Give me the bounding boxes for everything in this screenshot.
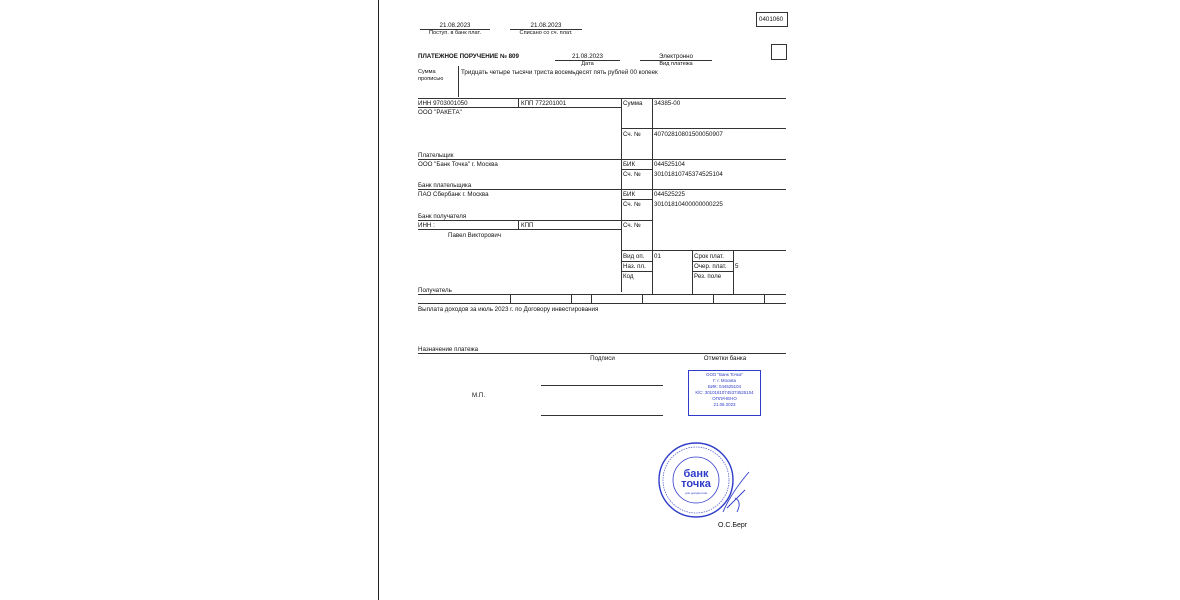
payer-bik: 044525104 — [654, 161, 685, 168]
grid-line — [622, 199, 652, 200]
grid-line — [692, 250, 693, 294]
payee-bik: 044525225 — [654, 191, 685, 198]
grid-line — [418, 98, 786, 99]
payment-type-label: Вид платежа — [659, 61, 693, 67]
signature-line-1 — [541, 385, 663, 386]
payer-account-label: Сч. № — [623, 131, 641, 138]
payee-bik-label: БИК — [623, 191, 636, 198]
grid-line — [622, 250, 786, 251]
vid-op-label: Вид оп. — [623, 253, 645, 260]
amount-words-label-2: прописью — [418, 76, 444, 82]
stamp-line-6: 21.08.2023 — [713, 402, 736, 407]
grid-line — [418, 189, 786, 190]
stamp-line-2: Г. г. Москва — [713, 378, 736, 383]
stamp-line-1: ООО "Банк Точка" — [706, 372, 743, 377]
payee-corr: 30101810400000000225 — [654, 201, 723, 208]
amount-words-text: Тридцать четыре тысячи триста восемьдесят пять рублей 00 копеек — [461, 69, 658, 76]
grid-line — [692, 261, 733, 262]
order-date-label: Дата — [581, 61, 594, 67]
naz-pl-label: Наз. пл. — [623, 263, 646, 270]
grid-line — [518, 220, 519, 229]
seal-text-1: банк — [683, 468, 709, 480]
grid-line — [571, 294, 572, 303]
bank-paid-stamp — [688, 370, 761, 416]
sum-label: Сумма — [623, 100, 643, 107]
stamp-line-5: ОПЛАЧЕНО — [712, 396, 737, 401]
payee-account-label: Сч. № — [623, 222, 641, 229]
mp-label: М.П. — [472, 392, 486, 399]
grid-line — [622, 169, 652, 170]
payer-kpp: КПП 772201001 — [521, 100, 567, 107]
ocher-value: 5 — [735, 263, 739, 270]
grid-line — [418, 220, 652, 221]
payee-kpp: КПП — [521, 222, 534, 229]
empty-code-box — [771, 44, 787, 60]
grid-line — [418, 229, 622, 230]
amount-words-label-1: Сумма — [418, 69, 436, 75]
grid-line — [733, 250, 734, 294]
grid-line — [713, 294, 714, 303]
grid-line — [642, 294, 643, 303]
grid-line — [418, 294, 786, 295]
handwritten-signature — [715, 468, 755, 518]
sum-value: 34385-00 — [654, 100, 681, 107]
payer-label: Плательщик — [418, 152, 454, 159]
grid-line — [692, 271, 733, 272]
payer-corr-label: Сч. № — [623, 171, 641, 178]
grid-line — [622, 261, 652, 262]
payer-account: 40702810801500050907 — [654, 131, 723, 138]
purpose-label: Назначение платежа — [418, 346, 479, 353]
kod-label: Код — [623, 273, 634, 280]
date-received: 21.08.2023 — [439, 22, 471, 29]
payee-label: Получатель — [418, 287, 452, 294]
grid-line — [418, 159, 786, 160]
grid-line — [518, 98, 519, 107]
grid-line — [622, 271, 652, 272]
stamp-line-3: БИК: 044525104 — [707, 384, 741, 389]
payer-bank-label: Банк плательщика — [418, 182, 472, 189]
page-edge-divider — [378, 0, 379, 600]
grid-line — [622, 128, 786, 129]
payee-inn: ИНН : — [418, 222, 435, 229]
seal-text-3: для документов — [684, 491, 708, 495]
payer-bank-name: ООО "Банк Точка" г. Москва — [418, 161, 498, 168]
purpose-line — [418, 353, 786, 354]
grid-line — [418, 303, 786, 304]
payee-corr-label: Сч. № — [623, 201, 641, 208]
payer-inn: ИНН 9703001050 — [418, 100, 468, 107]
payee-bank-name: ПАО Сбербанк г. Москва — [418, 191, 489, 198]
payee-bank-label: Банк получателя — [418, 213, 467, 220]
signatures-label: Подписи — [590, 355, 615, 362]
grid-line — [591, 294, 592, 303]
order-date: 21.08.2023 — [572, 53, 603, 60]
date-debited: 21.08.2023 — [530, 22, 562, 29]
order-title: ПЛАТЕЖНОЕ ПОРУЧЕНИЕ № 809 — [418, 53, 519, 60]
date-received-label: Поступ. в банк плат. — [428, 30, 482, 36]
signer-name: О.С.Берг — [718, 522, 748, 529]
form-code-box — [756, 12, 788, 27]
payer-bik-label: БИК — [623, 161, 636, 168]
form-code: 0401060 — [759, 16, 784, 23]
seal-text-2: точка — [681, 478, 711, 490]
srok-label: Срок плат. — [694, 253, 724, 260]
grid-line — [418, 107, 622, 108]
stamp-line-4: К/С: 30101810745374525104 — [695, 390, 754, 395]
rez-label: Рез. поле — [694, 273, 722, 280]
vid-op: 01 — [654, 253, 661, 260]
bank-marks-label: Отметки банка — [703, 355, 747, 362]
payer-corr: 30101810745374525104 — [654, 171, 723, 178]
purpose-text: Выплата доходов за июль 2023 г. по Договору инвестирования — [418, 306, 599, 313]
date-debited-label: Списано со сч. плат. — [519, 30, 573, 36]
signature-line-2 — [541, 415, 663, 416]
amount-words-divider — [458, 66, 459, 97]
ocher-label: Очер. плат. — [694, 263, 727, 270]
grid-line — [764, 294, 765, 303]
payment-type: Электронно — [658, 53, 694, 60]
payer-name: ООО "РАКЕТА" — [418, 109, 462, 116]
payee-name: Павел Викторович — [448, 232, 502, 239]
grid-line — [510, 294, 511, 303]
